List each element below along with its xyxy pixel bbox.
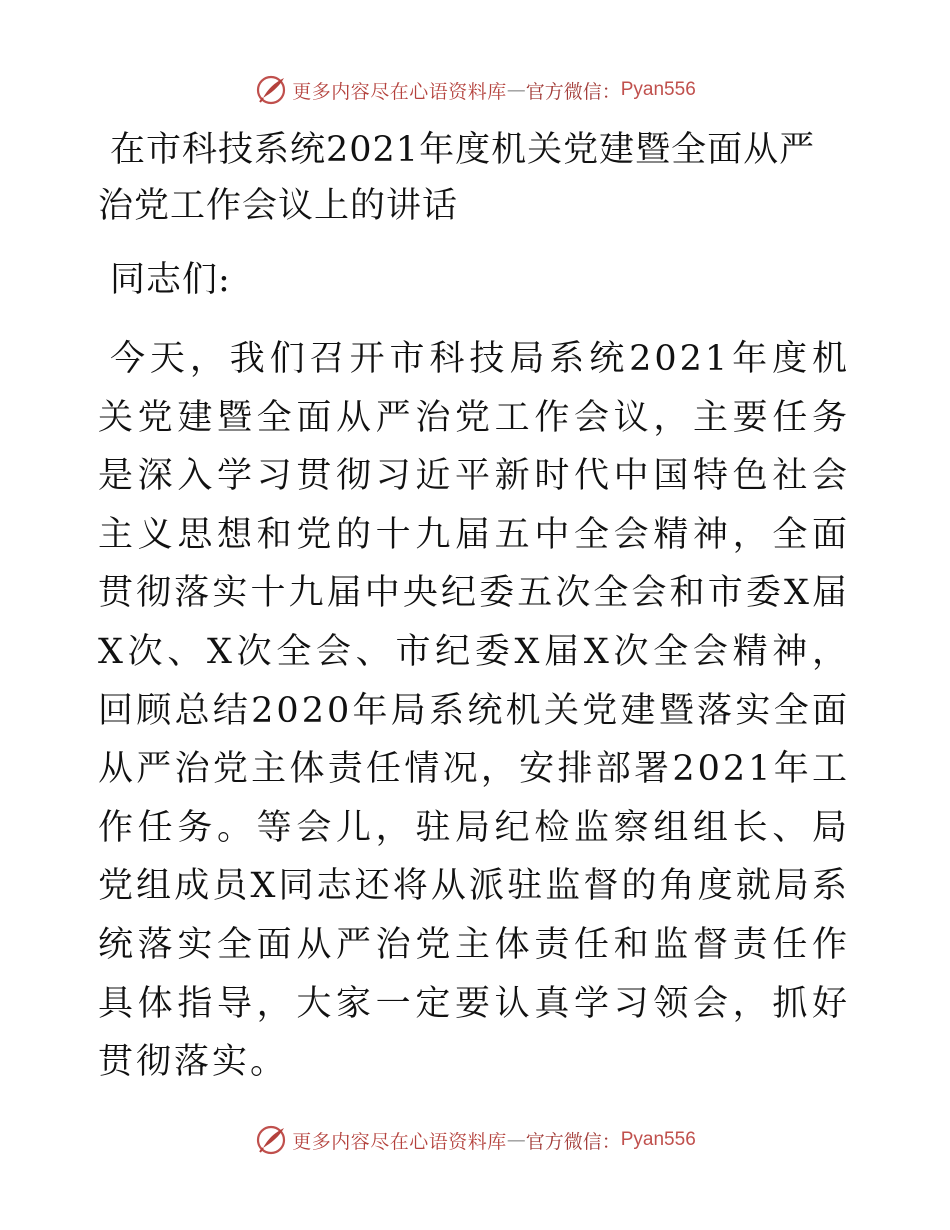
- banner-text: 更多内容尽在心语资料库: [292, 1130, 507, 1153]
- banner-wechat-label: 官方微信：: [525, 1130, 621, 1153]
- salutation: 同志们:: [110, 260, 231, 300]
- quill-logo-icon: [254, 1123, 288, 1157]
- footer-watermark-banner: [0, 1120, 950, 1160]
- header-watermark-banner: [0, 70, 950, 110]
- banner-wechat-id: Pyan556: [620, 1129, 696, 1150]
- document-title: 在市科技系统2021年度机关党建暨全面从严治党工作会议上的讲话: [98, 130, 816, 226]
- banner-wechat-label: 官方微信：: [525, 80, 621, 103]
- banner-separator: —: [506, 79, 526, 101]
- body-paragraph: 今天，我们召开市科技局系统2021年度机关党建暨全面从严治党工作会议，主要任务是深入学习贯彻习近平新时代中国特色社会主义思想和党的十九届五中全会精神，全面贯彻落实十九届中央纪委五次全会和市委X届X次、X次全会、市纪委X届X次全会精神，回顾总结2020年局系统机关党建暨落实全面从严治党主体责任情况，安排部署2021年工作任务。等会儿，驻局纪检监察组组长、局党组成员X同志还将从派驻监督的角度就局系统落实全面从严治党主体责任和监督责任作具体指导，大家一定要认真学习领会，抓好贯彻落实。: [98, 339, 850, 1083]
- banner-separator: —: [506, 1129, 526, 1151]
- banner-text: 更多内容尽在心语资料库: [292, 80, 507, 103]
- quill-logo-icon: [254, 73, 288, 107]
- document-body: [98, 122, 850, 1092]
- banner-wechat-id: Pyan556: [620, 79, 696, 100]
